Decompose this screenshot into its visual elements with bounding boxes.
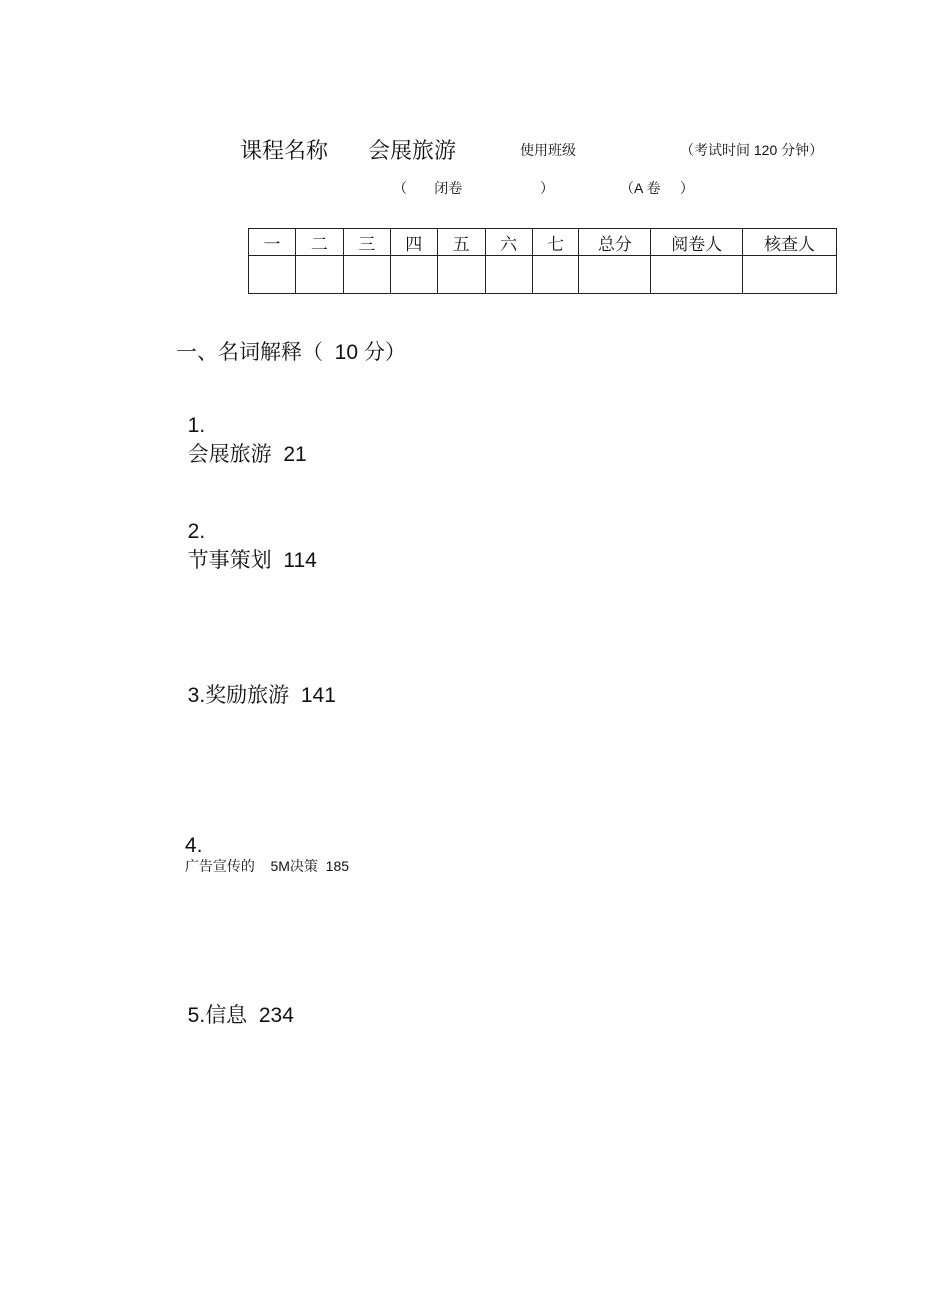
question-number: 1. <box>187 414 206 437</box>
question-item <box>176 390 307 468</box>
course-name-label: 课程名称 <box>240 139 329 164</box>
score-header-cell: 五 <box>437 229 485 256</box>
score-cell <box>485 256 532 294</box>
score-header-cell: 七 <box>532 229 579 256</box>
question-number: 4. <box>184 834 203 857</box>
score-cell <box>249 256 296 294</box>
question-item <box>176 496 317 574</box>
score-header-cell: 总分 <box>579 229 651 256</box>
score-cell <box>295 256 343 294</box>
course-name-value: 会展旅游 <box>368 139 457 164</box>
score-header-cell: 四 <box>390 229 437 256</box>
score-header-cell: 三 <box>343 229 390 256</box>
score-cell <box>743 256 837 294</box>
exam-time: （考试时间 120 分钟） <box>680 142 824 158</box>
score-cell <box>390 256 437 294</box>
score-header-cell: 一 <box>249 229 296 256</box>
question-number: 5. <box>187 1004 206 1027</box>
score-cell <box>343 256 390 294</box>
question-item <box>176 975 294 1029</box>
question-item <box>176 655 336 709</box>
score-cell <box>651 256 743 294</box>
question-item <box>176 816 349 878</box>
exam-type: （ 闭卷 ） <box>393 180 555 196</box>
score-header-cell: 阅卷人 <box>651 229 743 256</box>
score-cell <box>437 256 485 294</box>
class-label: 使用班级 <box>520 142 576 158</box>
question-text: 会展旅游 21 <box>187 443 307 466</box>
question-number: 2. <box>187 520 206 543</box>
question-text: 信息 234 <box>205 1004 294 1027</box>
score-cell <box>532 256 579 294</box>
score-header-cell: 核查人 <box>743 229 837 256</box>
score-header-cell: 二 <box>295 229 343 256</box>
score-cell <box>579 256 651 294</box>
question-text: 广告宣传的 5M决策 185 <box>184 858 350 874</box>
score-header-cell: 六 <box>485 229 532 256</box>
section-title: 一、名词解释（ 10 分） <box>176 341 406 364</box>
question-text: 节事策划 114 <box>187 549 317 572</box>
question-number: 3. <box>187 684 206 707</box>
question-text: 奖励旅游 141 <box>205 684 336 707</box>
paper-version: （A 卷 ） <box>620 180 694 196</box>
score-table <box>248 228 837 294</box>
